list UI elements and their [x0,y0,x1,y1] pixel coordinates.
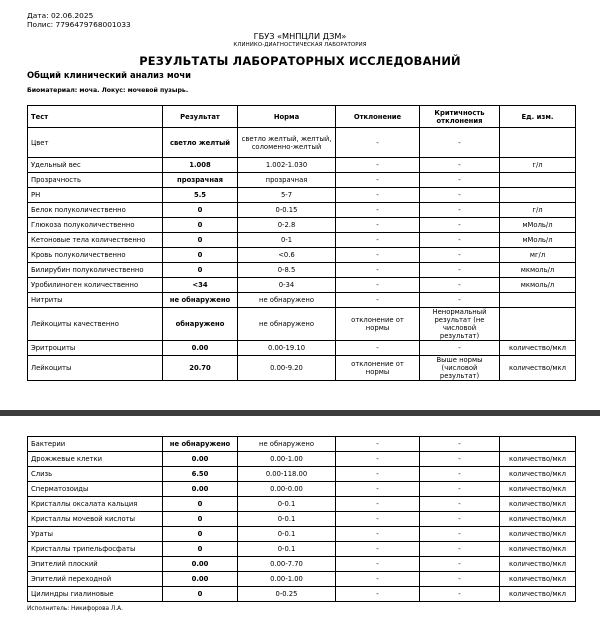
norm-cell: 5-7 [238,188,336,203]
laboratory-name: КЛИНИКО-ДИАГНОСТИЧЕСКАЯ ЛАБОРАТОРИЯ [233,42,367,48]
test-name-cell: Слизь [28,467,163,482]
deviation-cell: - [336,188,420,203]
result-cell: 0.00 [163,452,238,467]
unit-cell [500,188,576,203]
criticality-cell: - [420,158,500,173]
norm-cell: 0-1 [238,233,336,248]
criticality-cell: - [420,587,500,602]
unit-cell: количество/мкл [500,587,576,602]
criticality-cell: Выше нормы (числовой результат) [420,356,500,381]
criticality-cell: - [420,542,500,557]
result-cell: 0 [163,527,238,542]
test-name-cell: Глюкоза полуколичественно [28,218,163,233]
unit-cell: г/л [500,203,576,218]
table-row [28,437,576,452]
report-date: Дата: 02.06.2025 [27,11,94,20]
result-cell: 0 [163,542,238,557]
norm-cell: не обнаружено [238,293,336,308]
test-name-cell: Лейкоциты [28,356,163,381]
unit-cell: мг/л [500,248,576,263]
unit-cell: количество/мкл [500,527,576,542]
unit-cell [500,293,576,308]
norm-cell: 0-0.15 [238,203,336,218]
result-cell: 20.70 [163,356,238,381]
criticality-cell: - [420,203,500,218]
criticality-cell: - [420,497,500,512]
table-row [28,218,576,233]
test-name-cell: Кристаллы трипельфосфаты [28,542,163,557]
table-row [28,356,576,381]
table-row [28,497,576,512]
deviation-cell: - [336,341,420,356]
unit-cell: количество/мкл [500,482,576,497]
result-cell: 0.00 [163,572,238,587]
biomaterial-info: Биоматериал: моча. Локус: мочевой пузырь. [27,87,189,94]
test-name-cell: Кетоновые тела количественно [28,233,163,248]
report-page-2 [0,416,600,620]
criticality-cell: - [420,572,500,587]
unit-cell [500,173,576,188]
test-name-cell: Ураты [28,527,163,542]
test-name-cell: Удельный вес [28,158,163,173]
deviation-cell: - [336,557,420,572]
criticality-cell: - [420,341,500,356]
table-row [28,203,576,218]
unit-cell: количество/мкл [500,497,576,512]
deviation-cell: - [336,452,420,467]
column-header-deviation: Отклонение [336,106,420,128]
norm-cell: 0-8.5 [238,263,336,278]
criticality-cell: - [420,233,500,248]
test-name-cell: Кристаллы оксалата кальция [28,497,163,512]
deviation-cell: - [336,128,420,158]
table-header-row [28,106,576,128]
analysis-title: Общий клинический анализ мочи [27,70,192,80]
organization-name: ГБУЗ «МНПЦЛИ ДЗМ» [253,31,347,41]
test-name-cell: Лейкоциты качественно [28,308,163,341]
test-name-cell: PH [28,188,163,203]
result-cell: 0 [163,248,238,263]
deviation-cell: отклонение от нормы [336,308,420,341]
results-table [27,105,576,381]
table-row [28,467,576,482]
deviation-cell: - [336,437,420,452]
result-cell: 0 [163,512,238,527]
result-cell: 0 [163,263,238,278]
deviation-cell: - [336,218,420,233]
norm-cell: 0.00-118.00 [238,467,336,482]
table-row [28,128,576,158]
table-row [28,158,576,173]
table-row [28,557,576,572]
norm-cell: 0-0.1 [238,512,336,527]
deviation-cell: - [336,587,420,602]
column-header-criticality: Критичность отклонения [420,106,500,128]
unit-cell: количество/мкл [500,356,576,381]
criticality-cell: - [420,218,500,233]
result-cell: 0 [163,497,238,512]
criticality-cell: - [420,263,500,278]
unit-cell [500,308,576,341]
column-header-unit: Ед. изм. [500,106,576,128]
norm-cell: светло желтый, желтый, соломенно-желтый [238,128,336,158]
column-header-test: Тест [28,106,163,128]
test-name-cell: Эпителий переходной [28,572,163,587]
deviation-cell: - [336,278,420,293]
result-cell: не обнаружено [163,293,238,308]
results-table-continued [27,436,576,602]
deviation-cell: - [336,512,420,527]
deviation-cell: - [336,248,420,263]
norm-cell: не обнаружено [238,308,336,341]
unit-cell: количество/мкл [500,557,576,572]
result-cell: обнаружено [163,308,238,341]
deviation-cell: - [336,527,420,542]
deviation-cell: - [336,572,420,587]
norm-cell: 0.00-1.00 [238,572,336,587]
criticality-cell: - [420,437,500,452]
unit-cell [500,437,576,452]
column-header-norm: Норма [238,106,336,128]
result-cell: 0 [163,218,238,233]
unit-cell: мкмоль/л [500,263,576,278]
result-cell: 0 [163,587,238,602]
unit-cell: г/л [500,158,576,173]
norm-cell: 0.00-1.00 [238,452,336,467]
norm-cell: 0-0.25 [238,587,336,602]
criticality-cell: - [420,467,500,482]
criticality-cell: - [420,557,500,572]
norm-cell: 0-0.1 [238,542,336,557]
result-cell: 0.00 [163,557,238,572]
performer-signature-line: Исполнитель: Никифорова Л.А. [27,606,123,612]
norm-cell: <0.6 [238,248,336,263]
table-row [28,572,576,587]
test-name-cell: Бактерии [28,437,163,452]
result-cell: не обнаружено [163,437,238,452]
report-title: РЕЗУЛЬТАТЫ ЛАБОРАТОРНЫХ ИССЛЕДОВАНИЙ [139,54,461,68]
result-cell: 1.008 [163,158,238,173]
result-cell: 0.00 [163,482,238,497]
deviation-cell: - [336,467,420,482]
criticality-cell: - [420,527,500,542]
norm-cell: прозрачная [238,173,336,188]
test-name-cell: Дрожжевые клетки [28,452,163,467]
result-cell: 6.50 [163,467,238,482]
criticality-cell: - [420,482,500,497]
criticality-cell: Ненормальный результат (не числовой результат) [420,308,500,341]
table-row [28,452,576,467]
deviation-cell: - [336,497,420,512]
unit-cell: количество/мкл [500,512,576,527]
table-row [28,512,576,527]
table-row [28,263,576,278]
deviation-cell: - [336,482,420,497]
deviation-cell: - [336,542,420,557]
table-row [28,527,576,542]
norm-cell: 0-0.1 [238,527,336,542]
deviation-cell: - [336,203,420,218]
result-cell: прозрачная [163,173,238,188]
deviation-cell: - [336,158,420,173]
result-cell: 0.00 [163,341,238,356]
result-cell: 0 [163,233,238,248]
table-row [28,173,576,188]
norm-cell: 0.00-7.70 [238,557,336,572]
deviation-cell: - [336,233,420,248]
test-name-cell: Уробилиноген количественно [28,278,163,293]
norm-cell: 0-2.8 [238,218,336,233]
criticality-cell: - [420,293,500,308]
criticality-cell: - [420,452,500,467]
test-name-cell: Цилиндры гиалиновые [28,587,163,602]
criticality-cell: - [420,128,500,158]
unit-cell: мМоль/л [500,233,576,248]
table-row [28,188,576,203]
table-row [28,542,576,557]
table-row [28,293,576,308]
criticality-cell: - [420,512,500,527]
result-cell: <34 [163,278,238,293]
test-name-cell: Эпителий плоский [28,557,163,572]
unit-cell: количество/мкл [500,542,576,557]
unit-cell: мкмоль/л [500,278,576,293]
table-row [28,248,576,263]
test-name-cell: Белок полуколичественно [28,203,163,218]
policy-number: Полис: 7796479768001033 [27,20,131,29]
unit-cell: количество/мкл [500,341,576,356]
test-name-cell: Кристаллы мочевой кислоты [28,512,163,527]
criticality-cell: - [420,278,500,293]
unit-cell [500,128,576,158]
norm-cell: 0.00-9.20 [238,356,336,381]
norm-cell: 0.00-19.10 [238,341,336,356]
criticality-cell: - [420,188,500,203]
test-name-cell: Билирубин полуколичественно [28,263,163,278]
table-row [28,278,576,293]
norm-cell: 0.00-0.00 [238,482,336,497]
table-row [28,233,576,248]
table-row [28,341,576,356]
deviation-cell: отклонение от нормы [336,356,420,381]
test-name-cell: Нитриты [28,293,163,308]
table-row [28,482,576,497]
criticality-cell: - [420,173,500,188]
test-name-cell: Эритроциты [28,341,163,356]
norm-cell: 1.002-1.030 [238,158,336,173]
test-name-cell: Прозрачность [28,173,163,188]
result-cell: светло желтый [163,128,238,158]
result-cell: 0 [163,203,238,218]
deviation-cell: - [336,173,420,188]
deviation-cell: - [336,293,420,308]
norm-cell: 0-34 [238,278,336,293]
table-row [28,587,576,602]
criticality-cell: - [420,248,500,263]
unit-cell: количество/мкл [500,572,576,587]
norm-cell: не обнаружено [238,437,336,452]
result-cell: 5.5 [163,188,238,203]
unit-cell: количество/мкл [500,452,576,467]
table-row [28,308,576,341]
unit-cell: количество/мкл [500,467,576,482]
column-header-result: Результат [163,106,238,128]
norm-cell: 0-0.1 [238,497,336,512]
deviation-cell: - [336,263,420,278]
test-name-cell: Цвет [28,128,163,158]
test-name-cell: Кровь полуколичественно [28,248,163,263]
unit-cell: мМоль/л [500,218,576,233]
test-name-cell: Сперматозоиды [28,482,163,497]
